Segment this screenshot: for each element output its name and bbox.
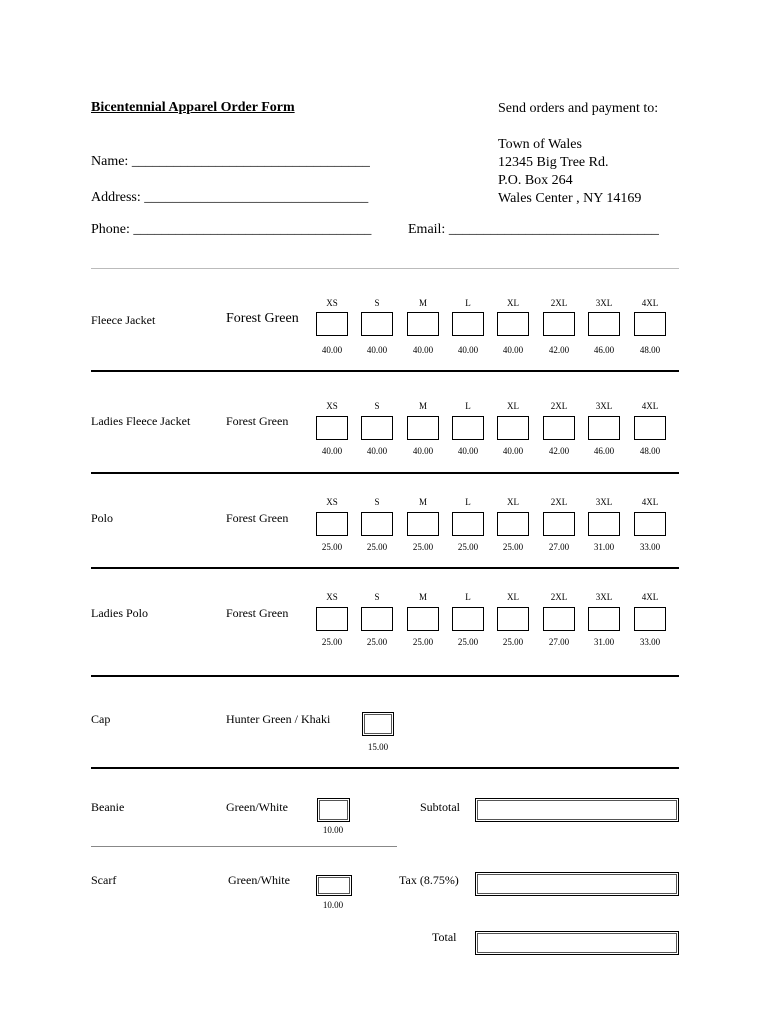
quantity-box[interactable]	[497, 312, 529, 336]
price-label: 25.00	[412, 637, 434, 647]
dashed-divider	[91, 846, 397, 847]
product-color-beanie: Green/White	[226, 800, 288, 814]
size-label: 3XL	[595, 497, 613, 507]
subtotal-label: Subtotal	[420, 800, 461, 814]
size-label: XS	[326, 592, 338, 602]
quantity-box[interactable]	[452, 607, 484, 631]
product-name-cap: Cap	[91, 712, 111, 726]
product-color: Forest Green	[226, 606, 289, 620]
size-label: M	[418, 592, 427, 602]
price-label: 40.00	[412, 345, 434, 355]
price-label: 25.00	[457, 542, 479, 552]
size-label: 3XL	[595, 298, 613, 308]
address-line: Town of Wales	[498, 137, 582, 152]
price-label: 40.00	[457, 446, 479, 456]
send-to-label: Send orders and payment to:	[498, 101, 659, 116]
size-label: 3XL	[595, 401, 613, 411]
tax-box[interactable]	[475, 872, 679, 896]
size-label: 2XL	[550, 592, 568, 602]
quantity-box[interactable]	[543, 512, 575, 536]
size-label: 4XL	[641, 401, 659, 411]
email-field[interactable]: Email: ______________________________	[408, 222, 659, 237]
size-label: XL	[507, 401, 519, 411]
quantity-box[interactable]	[634, 607, 666, 631]
quantity-box[interactable]	[497, 416, 529, 440]
size-label: 4XL	[641, 592, 659, 602]
quantity-box[interactable]	[452, 312, 484, 336]
product-color-cap: Hunter Green / Khaki	[226, 712, 331, 726]
product-name-beanie: Beanie	[91, 800, 125, 814]
size-label: 3XL	[595, 592, 613, 602]
size-label: 2XL	[550, 497, 568, 507]
quantity-box[interactable]	[497, 512, 529, 536]
quantity-box-scarf[interactable]	[316, 875, 352, 896]
quantity-box[interactable]	[361, 416, 393, 440]
price-label: 40.00	[321, 446, 343, 456]
quantity-box-beanie[interactable]	[317, 798, 350, 822]
size-label: XS	[326, 298, 338, 308]
address-line: Wales Center , NY 14169	[498, 191, 642, 206]
quantity-box[interactable]	[543, 607, 575, 631]
size-label: 2XL	[550, 401, 568, 411]
header-divider	[91, 268, 679, 269]
product-name: Polo	[91, 511, 114, 525]
price-label: 40.00	[502, 345, 524, 355]
section-divider	[91, 675, 679, 677]
size-label: S	[374, 497, 380, 507]
price-label: 33.00	[639, 542, 661, 552]
price-label: 25.00	[321, 637, 343, 647]
subtotal-box[interactable]	[475, 798, 679, 822]
quantity-box[interactable]	[588, 607, 620, 631]
price-label: 25.00	[502, 542, 524, 552]
price-label: 40.00	[366, 345, 388, 355]
quantity-box[interactable]	[361, 512, 393, 536]
quantity-box[interactable]	[361, 312, 393, 336]
address-line: 12345 Big Tree Rd.	[498, 155, 609, 170]
price-label: 31.00	[593, 542, 615, 552]
quantity-box[interactable]	[407, 416, 439, 440]
size-label: M	[418, 497, 427, 507]
price-label: 40.00	[502, 446, 524, 456]
price-label: 27.00	[548, 542, 570, 552]
price-label: 42.00	[548, 345, 570, 355]
price-label: 46.00	[593, 446, 615, 456]
price-label: 40.00	[366, 446, 388, 456]
price-label: 25.00	[321, 542, 343, 552]
phone-field[interactable]: Phone: __________________________________	[91, 222, 372, 237]
size-label: M	[418, 298, 427, 308]
size-label: XS	[326, 497, 338, 507]
quantity-box[interactable]	[316, 416, 348, 440]
size-label: 4XL	[641, 298, 659, 308]
product-name: Fleece Jacket	[91, 313, 156, 327]
section-divider	[91, 767, 679, 769]
price-label: 27.00	[548, 637, 570, 647]
address-field[interactable]: Address: ________________________________	[91, 190, 369, 205]
size-label: L	[465, 401, 471, 411]
quantity-box[interactable]	[497, 607, 529, 631]
price-scarf: 10.00	[322, 900, 344, 910]
price-beanie: 10.00	[322, 825, 344, 835]
quantity-box[interactable]	[361, 607, 393, 631]
total-label: Total	[432, 930, 457, 944]
tax-label: Tax (8.75%)	[399, 873, 459, 887]
total-box[interactable]	[475, 931, 679, 955]
quantity-box[interactable]	[407, 312, 439, 336]
size-label: L	[465, 592, 471, 602]
size-label: XS	[326, 401, 338, 411]
quantity-box[interactable]	[543, 416, 575, 440]
quantity-box[interactable]	[316, 312, 348, 336]
price-label: 42.00	[548, 446, 570, 456]
section-divider	[91, 370, 679, 372]
section-divider	[91, 472, 679, 474]
quantity-box[interactable]	[452, 416, 484, 440]
quantity-box[interactable]	[316, 512, 348, 536]
price-label: 48.00	[639, 345, 661, 355]
price-label: 40.00	[412, 446, 434, 456]
quantity-box[interactable]	[588, 416, 620, 440]
quantity-box[interactable]	[316, 607, 348, 631]
size-label: S	[374, 401, 380, 411]
size-label: XL	[507, 592, 519, 602]
quantity-box-cap[interactable]	[362, 712, 394, 736]
address-line: P.O. Box 264	[498, 173, 573, 188]
product-color-scarf: Green/White	[228, 873, 290, 887]
size-label: XL	[507, 497, 519, 507]
size-label: S	[374, 298, 380, 308]
product-name: Ladies Fleece Jacket	[91, 414, 191, 428]
price-label: 25.00	[366, 542, 388, 552]
size-label: L	[465, 298, 471, 308]
section-divider	[91, 567, 679, 569]
quantity-box[interactable]	[634, 312, 666, 336]
quantity-box[interactable]	[588, 512, 620, 536]
quantity-box[interactable]	[634, 416, 666, 440]
price-label: 25.00	[412, 542, 434, 552]
price-label: 25.00	[457, 637, 479, 647]
product-color: Forest Green	[226, 311, 299, 326]
price-label: 31.00	[593, 637, 615, 647]
size-label: S	[374, 592, 380, 602]
size-label: 4XL	[641, 497, 659, 507]
name-field[interactable]: Name: __________________________________	[91, 154, 370, 169]
product-color: Forest Green	[226, 511, 289, 525]
quantity-box[interactable]	[407, 607, 439, 631]
form-title: Bicentennial Apparel Order Form	[91, 100, 295, 115]
product-name-scarf: Scarf	[91, 873, 117, 887]
quantity-box[interactable]	[588, 312, 620, 336]
quantity-box[interactable]	[407, 512, 439, 536]
size-label: 2XL	[550, 298, 568, 308]
price-cap: 15.00	[367, 742, 389, 752]
price-label: 40.00	[457, 345, 479, 355]
quantity-box[interactable]	[543, 312, 575, 336]
product-color: Forest Green	[226, 414, 289, 428]
quantity-box[interactable]	[452, 512, 484, 536]
size-label: M	[418, 401, 427, 411]
price-label: 48.00	[639, 446, 661, 456]
size-label: XL	[507, 298, 519, 308]
quantity-box[interactable]	[634, 512, 666, 536]
product-name: Ladies Polo	[91, 606, 148, 620]
price-label: 40.00	[321, 345, 343, 355]
size-label: L	[465, 497, 471, 507]
price-label: 33.00	[639, 637, 661, 647]
price-label: 25.00	[366, 637, 388, 647]
price-label: 46.00	[593, 345, 615, 355]
price-label: 25.00	[502, 637, 524, 647]
